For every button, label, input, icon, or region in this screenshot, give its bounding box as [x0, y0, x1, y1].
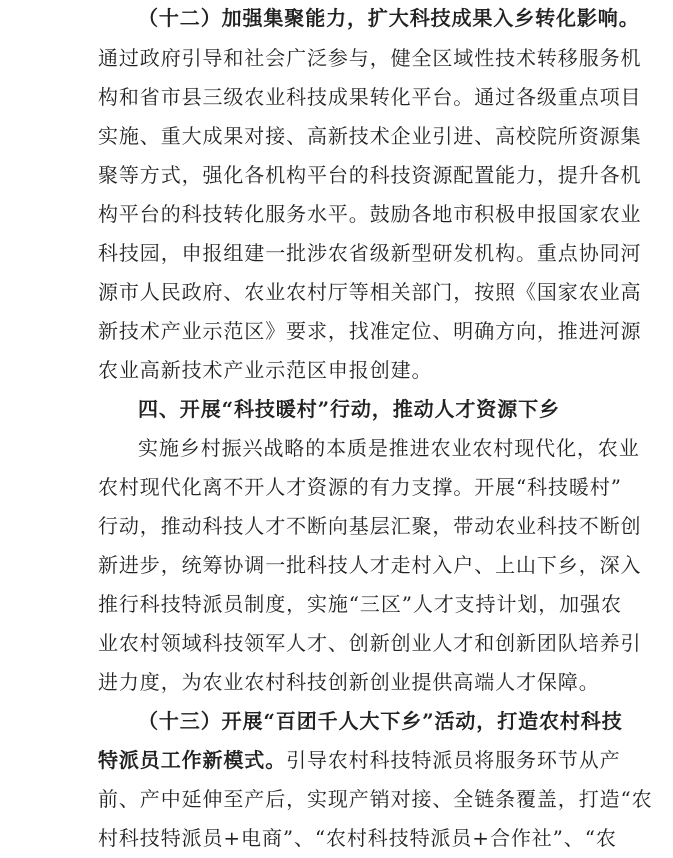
- paragraph-line: 新进步，统筹协调一批科技人才走村入户、上山下乡，深入: [98, 553, 642, 577]
- paragraph-line: 实施、重大成果对接、高新技术企业引进、高校院所资源集: [98, 124, 642, 148]
- paragraph-line: 源市人民政府、农业农村厅等相关部门，按照《国家农业高: [98, 280, 642, 304]
- paragraph-line: 构和省市县三级农业科技成果转化平台。通过各级重点项目: [98, 85, 642, 109]
- paragraph-line: 推行科技特派员制度，实施“三区”人才支持计划，加强农: [98, 592, 622, 616]
- paragraph-line: 农村现代化离不开人才资源的有力支撑。开展“科技暖村”: [98, 475, 622, 499]
- paragraph-line: [98, 740, 621, 780]
- section-13-heading-tail: 特派员工作新模式。: [98, 748, 287, 772]
- paragraph-line: 前、产中延伸至产后，实现产销对接、全链条覆盖，打造“农: [98, 787, 653, 811]
- section-4-heading: 四、开展“科技暖村”行动，推动人才资源下乡: [138, 397, 560, 421]
- paragraph-line: 构平台的科技转化服务水平。鼓励各地市积极申报国家农业: [98, 202, 642, 226]
- paragraph-line: 业农村领域科技领军人才、创新创业人才和创新团队培养引: [98, 631, 642, 655]
- paragraph-line: 科技园，申报组建一批涉农省级新型研发机构。重点协同河: [98, 241, 642, 265]
- paragraph-line: 新技术产业示范区》要求，找准定位、明确方向，推进河源: [98, 319, 642, 343]
- paragraph-line: 聚等方式，强化各机构平台的科技资源配置能力，提升各机: [98, 163, 642, 187]
- paragraph-line: 村科技特派员+电商”、“农村科技特派员+合作社”、“农: [98, 826, 617, 850]
- paragraph-line: 通过政府引导和社会广泛参与，健全区域性技术转移服务机: [98, 46, 642, 70]
- section-12-heading: （十二）加强集聚能力，扩大科技成果入乡转化影响。: [138, 6, 640, 30]
- paragraph-line: 进力度，为农业农村科技创新创业提供高端人才保障。: [98, 670, 600, 694]
- section-13-heading: （十三）开展“百团千人大下乡”活动，打造农村科技: [138, 709, 623, 733]
- paragraph-line: 实施乡村振兴战略的本质是推进农业农村现代化，农业: [138, 436, 640, 460]
- paragraph-line: 行动，推动科技人才不断向基层汇聚，带动农业科技不断创: [98, 514, 642, 538]
- paragraph-text: 引导农村科技特派员将服务环节从产: [286, 748, 621, 772]
- paragraph-line: 农业高新技术产业示范区申报创建。: [98, 358, 433, 382]
